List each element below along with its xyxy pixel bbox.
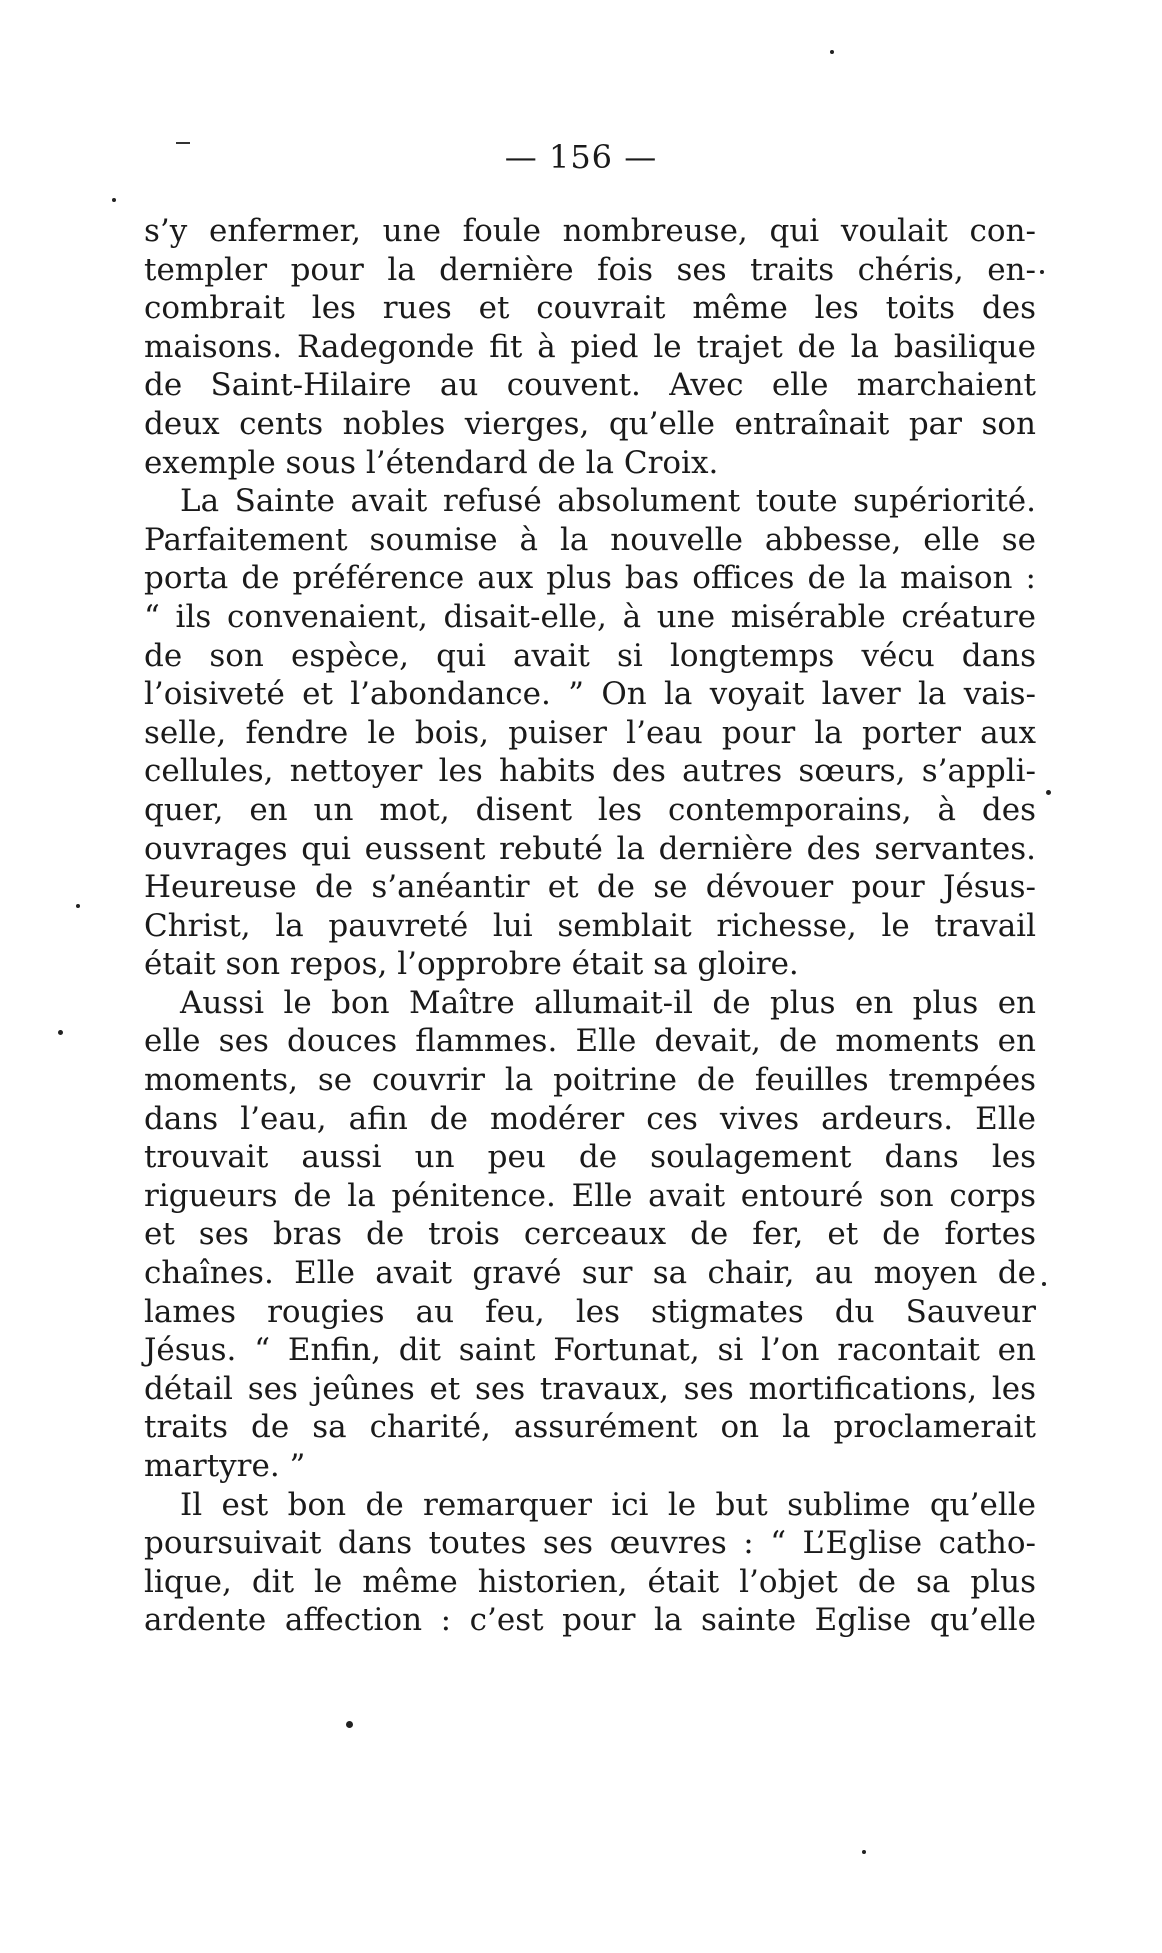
scan-artifact xyxy=(1040,270,1044,274)
text-line: exemple sous l’étendard de la Croix. xyxy=(144,444,719,481)
text-line: deux cents nobles vierges, qu’elle entraînait par son xyxy=(144,405,1036,442)
text-line: de son espèce, qui avait si longtemps vécu dans xyxy=(144,637,1036,674)
text-line: s’y enfermer, une foule nombreuse, qui voulait con- xyxy=(144,213,1036,249)
scan-artifact xyxy=(1046,790,1051,795)
scan-artifact xyxy=(112,198,116,202)
text-line: quer, en un mot, disent les contemporains, à des xyxy=(144,791,1036,828)
text-line: rigueurs de la pénitence. Elle avait entouré son corps xyxy=(144,1177,1036,1214)
text-line: Heureuse de s’anéantir et de se dévouer pour Jésus- xyxy=(144,869,1036,906)
scan-artifact xyxy=(346,1721,353,1728)
text-line: ardente affection : c’est pour la sainte Eglise qu’elle xyxy=(144,1602,1036,1639)
body-text xyxy=(144,212,1036,1640)
text-line: poursuivait dans toutes ses œuvres : “ L’Eglise catho- xyxy=(144,1525,1036,1562)
text-line: Christ, la pauvreté lui semblait richesse, le travail xyxy=(144,907,1036,944)
text-line: Aussi le bon Maître allumait-il de plus en plus en xyxy=(180,984,1036,1021)
text-line: combrait les rues et couvrait même les toits des xyxy=(144,290,1036,327)
text-line: traits de sa charité, assurément on la proclamerait xyxy=(144,1409,1036,1446)
text-line: était son repos, l’opprobre était sa gloire. xyxy=(144,946,799,983)
text-line: ouvrages qui eussent rebuté la dernière des servantes. xyxy=(144,830,1036,867)
text-line: elle ses douces flammes. Elle devait, de moments en xyxy=(144,1023,1036,1060)
text-line: maisons. Radegonde fit à pied le trajet de la basilique xyxy=(144,328,1036,365)
scan-artifact xyxy=(830,50,834,54)
text-line: templer pour la dernière fois ses traits chéris, en- xyxy=(144,251,1036,288)
scan-artifact xyxy=(176,142,190,144)
text-line: dans l’eau, afin de modérer ces vives ardeurs. Elle xyxy=(144,1100,1036,1137)
text-line: cellules, nettoyer les habits des autres sœurs, s’appli- xyxy=(144,753,1036,790)
scan-artifact xyxy=(76,904,80,908)
scan-artifact xyxy=(1042,1282,1046,1286)
scan-artifact xyxy=(862,1850,866,1854)
text-line: Jésus. “ Enfin, dit saint Fortunat, si l’on racontait en xyxy=(144,1332,1036,1369)
text-line: chaînes. Elle avait gravé sur sa chair, au moyen de xyxy=(144,1255,1036,1292)
scan-artifact xyxy=(58,1030,63,1035)
text-line: Parfaitement soumise à la nouvelle abbesse, elle se xyxy=(144,521,1036,558)
text-line: lames rougies au feu, les stigmates du Sauveur xyxy=(144,1293,1036,1330)
text-line: et ses bras de trois cerceaux de fer, et de fortes xyxy=(144,1216,1036,1253)
text-line: lique, dit le même historien, était l’objet de sa plus xyxy=(144,1563,1036,1600)
text-line: de Saint-Hilaire au couvent. Avec elle marchaient xyxy=(144,367,1036,404)
text-line: trouvait aussi un peu de soulagement dans les xyxy=(144,1139,1036,1176)
text-line: l’oisiveté et l’abondance. ” On la voyait laver la vais- xyxy=(144,676,1036,713)
text-line: martyre. ” xyxy=(144,1448,306,1484)
text-line: “ ils convenaient, disait-elle, à une misérable créature xyxy=(144,598,1036,635)
text-line: La Sainte avait refusé absolument toute supériorité. xyxy=(180,483,1036,520)
text-line: moments, se couvrir la poitrine de feuilles trempées xyxy=(144,1062,1036,1099)
text-line: détail ses jeûnes et ses travaux, ses mortifications, les xyxy=(144,1370,1036,1407)
text-line: porta de préférence aux plus bas offices de la maison : xyxy=(144,560,1036,597)
text-line: selle, fendre le bois, puiser l’eau pour la porter aux xyxy=(144,714,1036,751)
page-number: — 156 — xyxy=(504,138,658,176)
text-line: Il est bon de remarquer ici le but sublime qu’elle xyxy=(180,1486,1036,1523)
